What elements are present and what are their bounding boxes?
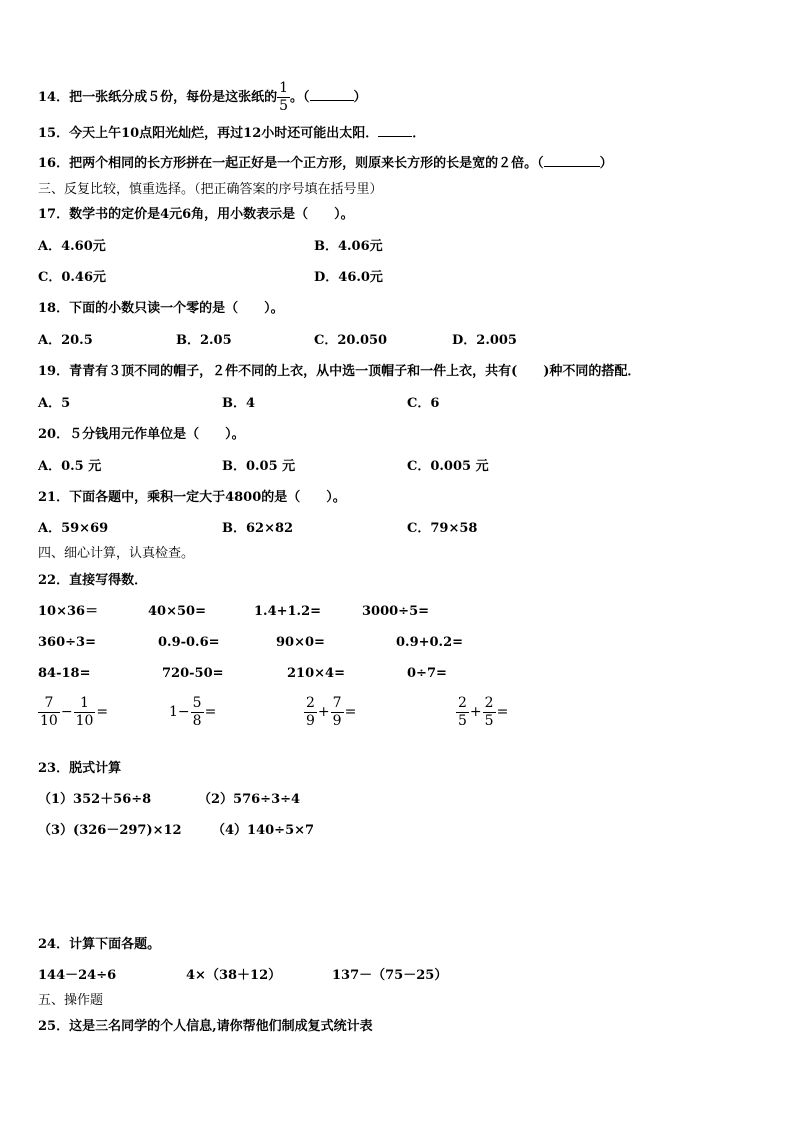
section-four-heading: 四、细心计算，认真检查。	[38, 546, 195, 561]
q24-part-3: 137－（75－25）	[332, 968, 448, 983]
q17-option-d[interactable]: D．46.0元	[314, 270, 383, 285]
q23-part-4: （4）140÷5×7	[212, 823, 315, 838]
calc-item: 0÷7=	[407, 666, 447, 681]
calc-item: 720-50=	[162, 666, 224, 681]
question-16: 16．把两个相同的长方形拼在一起正好是一个正方形，则原来长方形的长是宽的２倍。（ ）	[38, 156, 613, 171]
q17-option-b[interactable]: B．4.06元	[314, 239, 383, 254]
calc-item: 90×0=	[276, 635, 325, 650]
question-21: 21．下面各题中，乘积一定大于4800的是（ ）。	[38, 490, 346, 505]
question-17: 17．数学书的定价是4元6角，用小数表示是（ ）。	[38, 207, 354, 222]
q18-option-a[interactable]: A．20.5	[38, 333, 93, 348]
q17-option-a[interactable]: A．4.60元	[38, 239, 106, 254]
answer-blank[interactable]	[378, 124, 412, 137]
question-20: 20．５分钱用元作单位是（ ）。	[38, 427, 245, 442]
calc-item: 1.4+1.2=	[254, 604, 322, 619]
q20-option-a[interactable]: A．0.5 元	[38, 459, 102, 474]
q23-part-2: （2）576÷3÷4	[198, 792, 301, 807]
question-14: 14．把一张纸分成５份，每份是这张纸的 $\frac{1}{5}$ 。（ ）	[38, 80, 367, 114]
q21-option-b[interactable]: B．62×82	[222, 521, 294, 536]
fraction-calc-2: 1− $\frac{5}{8}$ =	[169, 694, 217, 729]
q23-part-3: （3）(326－297)×12	[38, 823, 182, 838]
fraction-calc-1: $\frac{7}{10}$ − $\frac{1}{10}$ =	[40, 694, 109, 729]
q21-option-c[interactable]: C．79×58	[407, 521, 478, 536]
q19-option-c[interactable]: C．6	[407, 396, 440, 411]
q19-option-b[interactable]: B．4	[222, 396, 256, 411]
q18-option-c[interactable]: C．20.050	[314, 333, 388, 348]
q24-part-2: 4×（38＋12）	[186, 968, 282, 983]
question-18: 18．下面的小数只读一个零的是（ ）。	[38, 301, 284, 316]
calc-item: 40×50=	[148, 604, 206, 619]
q17-option-c[interactable]: C．0.46元	[38, 270, 107, 285]
q23-part-1: （1）352＋56÷8	[38, 792, 152, 807]
calc-item: 360÷3=	[38, 635, 96, 650]
question-22: 22．直接写得数．	[38, 573, 148, 588]
calc-item: 10×36＝	[38, 604, 99, 619]
q21-option-a[interactable]: A．59×69	[38, 521, 109, 536]
q20-option-c[interactable]: C．0.005 元	[407, 459, 489, 474]
q20-option-b[interactable]: B．0.05 元	[222, 459, 296, 474]
q18-option-b[interactable]: B．2.05	[176, 333, 232, 348]
question-23: 23．脱式计算	[38, 761, 122, 776]
section-three-heading: 三、反复比较，慎重选择。（把正确答案的序号填在括号里）	[38, 182, 383, 197]
answer-blank[interactable]	[544, 154, 600, 167]
calc-item: 0.9-0.6=	[158, 635, 220, 650]
calc-item: 0.9+0.2=	[396, 635, 464, 650]
calc-item: 3000÷5=	[362, 604, 430, 619]
calc-item: 210×4=	[287, 666, 345, 681]
section-five-heading: 五、操作题	[38, 993, 104, 1008]
question-19: 19．青青有３顶不同的帽子，２件不同的上衣，从中选一顶帽子和一件上衣，共有( )种不同的搭配．	[38, 364, 641, 379]
calc-item: 84-18=	[38, 666, 91, 681]
fraction-one-fifth: $\frac{1}{5}$	[279, 80, 289, 114]
q19-option-a[interactable]: A．5	[38, 396, 71, 411]
q14-text: 14．把一张纸分成５份，每份是这张纸的	[38, 90, 278, 105]
answer-blank[interactable]	[310, 88, 354, 101]
question-15: 15．今天上午10点阳光灿烂，再过12小时还可能出太阳． ．	[38, 126, 426, 141]
question-25: 25．这是三名同学的个人信息,请你帮他们制成复式统计表	[38, 1019, 373, 1034]
q24-part-1: 144－24÷6	[38, 968, 117, 983]
fraction-calc-3: $\frac{2}{9}$ + $\frac{7}{9}$ =	[306, 694, 357, 729]
q18-option-d[interactable]: D．2.005	[452, 333, 517, 348]
fraction-calc-4: $\frac{2}{5}$ + $\frac{2}{5}$ =	[458, 694, 509, 729]
question-24: 24．计算下面各题。	[38, 937, 161, 952]
